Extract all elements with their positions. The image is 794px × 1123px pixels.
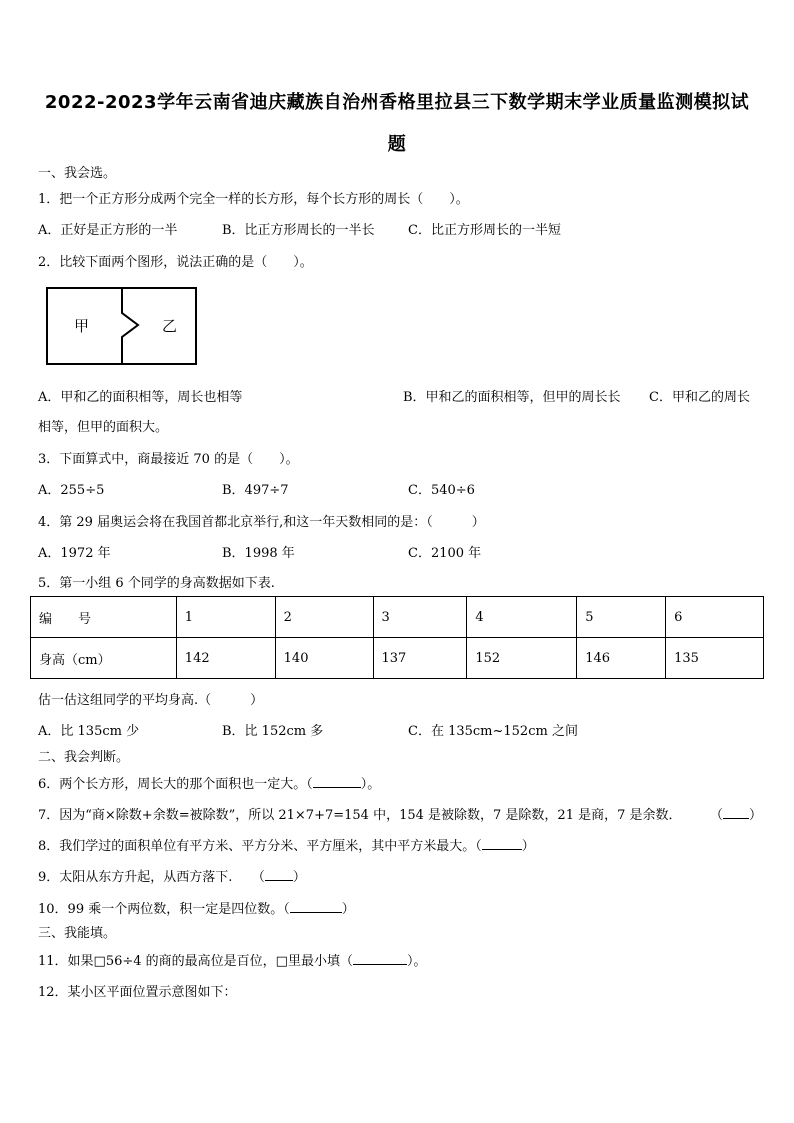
exam-title-line-2: 题 (387, 134, 407, 155)
question-8-text: 8．我们学过的面积单位有平方米、平方分米、平方厘米，其中平方米最大。（ (38, 839, 482, 854)
answer-blank[interactable] (353, 952, 407, 965)
option-b: B．甲和乙的面积相等，但甲的周长长 (403, 390, 621, 405)
table-header-cell: 2 (275, 597, 373, 638)
question-2-text: 2．比较下面两个图形，说法正确的是（ ）。 (38, 255, 313, 270)
table-header-cell: 4 (467, 597, 577, 638)
question-10-text: 10．99 乘一个两位数，积一定是四位数。（ (38, 902, 290, 917)
option-b: B．比正方形周长的一半长 (222, 223, 375, 238)
question-1-text: 1．把一个正方形分成两个完全一样的长方形，每个长方形的周长（ ）。 (38, 192, 469, 207)
answer-blank[interactable] (313, 775, 361, 788)
question-6-close: ）。 (360, 777, 381, 792)
table-cell: 137 (373, 638, 467, 679)
open-paren: （ (710, 808, 724, 823)
table-header-cell: 5 (577, 597, 666, 638)
question-7-answer (710, 804, 762, 823)
close-paren: ） (749, 808, 763, 823)
question-6-text: 6．两个长方形，周长大的那个面积也一定大。（ (38, 777, 313, 792)
table-header-cell: 1 (176, 597, 275, 638)
question-10-close: ） (341, 902, 355, 917)
option-c: C．比正方形周长的一半短 (408, 223, 561, 238)
question-12-text: 12．某小区平面位置示意图如下： (38, 985, 237, 1000)
question-9-close: ） (292, 870, 306, 885)
option-b: B．比 152cm 多 (222, 724, 324, 739)
option-c: C．在 135cm~152cm 之间 (408, 724, 578, 739)
label-yi: 乙 (162, 317, 178, 335)
option-c: C．540÷6 (408, 483, 475, 498)
option-a: A．比 135cm 少 (38, 724, 140, 739)
table-cell: 152 (467, 638, 577, 679)
option-a: A．255÷5 (38, 483, 105, 498)
table-cell: 146 (577, 638, 666, 679)
option-a: A．正好是正方形的一半 (38, 223, 178, 238)
option-a: A．1972 年 (38, 546, 111, 561)
answer-blank[interactable] (265, 868, 293, 881)
table-cell: 135 (666, 638, 764, 679)
section-heading-judge: 二、我会判断。 (38, 750, 130, 765)
table-header-cell: 3 (373, 597, 467, 638)
section-heading-fill: 三、我能填。 (38, 926, 117, 941)
question-3-text: 3．下面算式中，商最接近 70 的是（ ）。 (38, 452, 299, 467)
answer-blank[interactable] (723, 806, 749, 819)
question-8-close: ） (521, 839, 535, 854)
question-7 (38, 804, 763, 823)
option-c: C．2100 年 (408, 546, 482, 561)
height-table (30, 596, 764, 679)
table-header-cell: 6 (666, 597, 764, 638)
question-8 (38, 835, 535, 854)
exam-title-line-1: 2022-2023学年云南省迪庆藏族自治州香格里拉县三下数学期末学业质量监测模拟试 (44, 92, 750, 113)
answer-blank[interactable] (290, 900, 342, 913)
question-11-text: 11．如果□56÷4 的商的最高位是百位，□里最小填（ (38, 954, 353, 969)
table-row-header (31, 597, 764, 638)
jia-yi-figure-svg (46, 287, 198, 367)
option-b: B．497÷7 (222, 483, 289, 498)
question-7-text: 7．因为“商×除数+余数=被除数”，所以 21×7+7=154 中，154 是被除数，7 是除数，21 是商，7 是余数． (38, 808, 682, 823)
question-11 (38, 950, 426, 969)
option-c-continued: 相等，但甲的面积大。 (38, 420, 169, 435)
table-row-label: 身高（cm） (31, 638, 177, 679)
question-5-prompt: 估一估这组同学的平均身高.（ ） (38, 693, 264, 708)
table-row-heights (31, 638, 764, 679)
question-9-text: 9．太阳从东方升起，从西方落下. （ (38, 870, 265, 885)
option-b: B．1998 年 (222, 546, 295, 561)
table-header-label: 编 号 (31, 597, 177, 638)
table-cell: 140 (275, 638, 373, 679)
question-9 (38, 866, 306, 885)
shapes-figure (46, 287, 198, 371)
option-c: C．甲和乙的周长 (649, 390, 750, 405)
question-10 (38, 898, 355, 917)
question-6 (38, 773, 380, 792)
question-11-close: ）。 (406, 954, 427, 969)
answer-blank[interactable] (482, 837, 522, 850)
table-cell: 142 (176, 638, 275, 679)
question-5-text: 5．第一小组 6 个同学的身高数据如下表. (38, 576, 275, 591)
question-4-text: 4．第 29 届奥运会将在我国首都北京举行,和这一年天数相同的是：（ ） (38, 515, 485, 530)
label-jia: 甲 (74, 317, 90, 335)
option-a: A．甲和乙的面积相等，周长也相等 (38, 390, 243, 405)
section-heading-choose: 一、我会选。 (38, 166, 117, 181)
